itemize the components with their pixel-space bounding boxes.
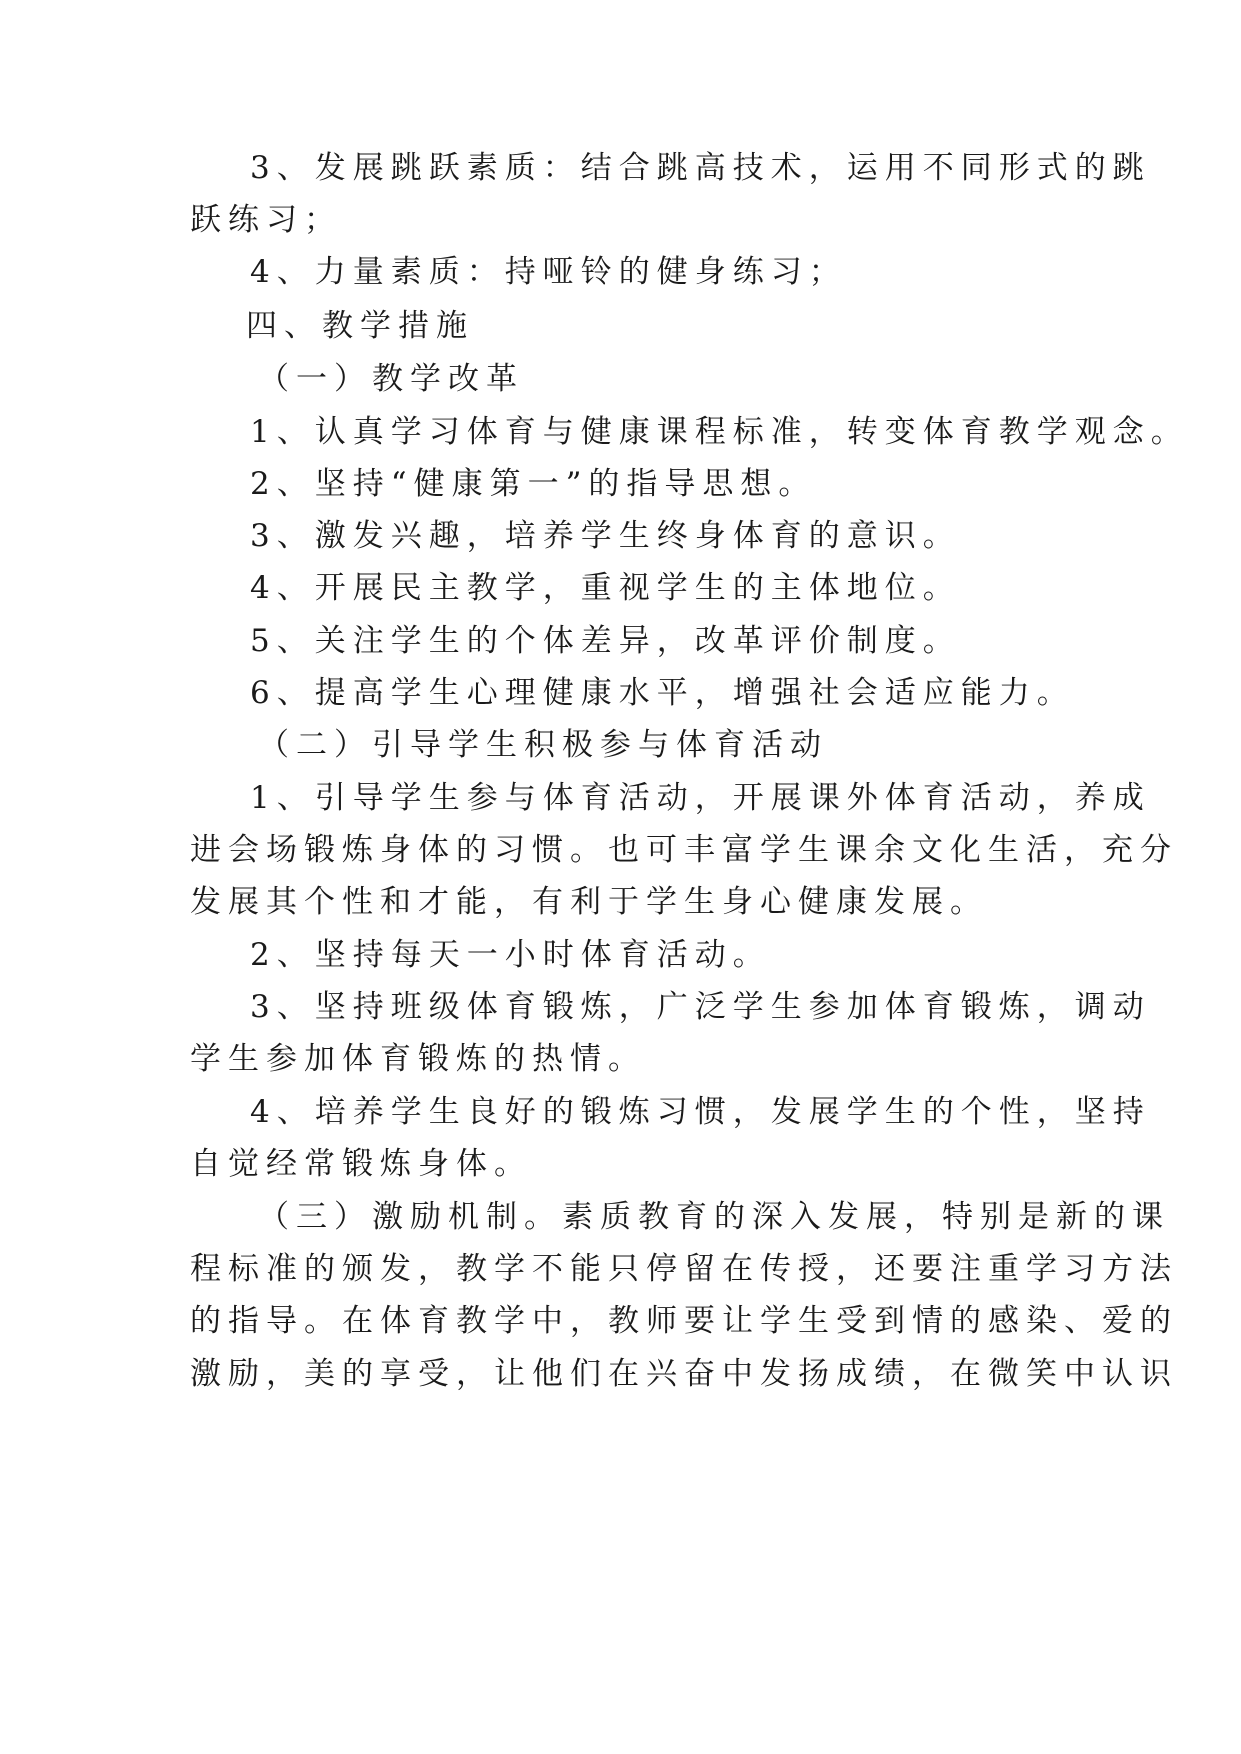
text-line: 发展其个性和才能，有利于学生身心健康发展。 bbox=[190, 884, 988, 920]
text-line: 4、培养学生良好的锻炼习惯，发展学生的个性，坚持 bbox=[250, 1094, 1151, 1130]
text-line: （三）激励机制。素质教育的深入发展，特别是新的课 bbox=[258, 1199, 1170, 1235]
text-line: 跃练习； bbox=[190, 202, 342, 238]
text-line: 3、激发兴趣，培养学生终身体育的意识。 bbox=[250, 518, 961, 554]
text-line: 程标准的颁发，教学不能只停留在传授，还要注重学习方法 bbox=[190, 1251, 1178, 1287]
text-line: 3、发展跳跃素质：结合跳高技术，运用不同形式的跳 bbox=[250, 150, 1151, 186]
text-line: 5、关注学生的个体差异，改革评价制度。 bbox=[250, 623, 961, 659]
text-line: 的指导。在体育教学中，教师要让学生受到情的感染、爱的 bbox=[190, 1303, 1178, 1339]
text-line: 3、坚持班级体育锻炼，广泛学生参加体育锻炼，调动 bbox=[250, 989, 1151, 1025]
text-line: 自觉经常锻炼身体。 bbox=[190, 1146, 532, 1182]
text-line: 进会场锻炼身体的习惯。也可丰富学生课余文化生活，充分 bbox=[190, 832, 1178, 868]
text-line: 2、坚持每天一小时体育活动。 bbox=[250, 937, 771, 973]
text-line: 4、开展民主教学，重视学生的主体地位。 bbox=[250, 570, 961, 606]
text-line: 4、力量素质：持哑铃的健身练习； bbox=[250, 254, 847, 290]
section-heading: 四、教学措施 bbox=[246, 308, 474, 344]
text-line: 2、坚持“健康第一”的指导思想。 bbox=[250, 466, 817, 502]
subsection-heading: （一）教学改革 bbox=[258, 361, 524, 397]
text-line: 1、认真学习体育与健康课程标准，转变体育教学观念。 bbox=[250, 414, 1189, 450]
text-line: 学生参加体育锻炼的热情。 bbox=[190, 1041, 646, 1077]
subsection-heading: （二）引导学生积极参与体育活动 bbox=[258, 727, 828, 763]
text-line: 1、引导学生参与体育活动，开展课外体育活动，养成 bbox=[250, 780, 1151, 816]
text-line: 激励，美的享受，让他们在兴奋中发扬成绩，在微笑中认识 bbox=[190, 1356, 1178, 1392]
text-line: 6、提高学生心理健康水平，增强社会适应能力。 bbox=[250, 675, 1075, 711]
